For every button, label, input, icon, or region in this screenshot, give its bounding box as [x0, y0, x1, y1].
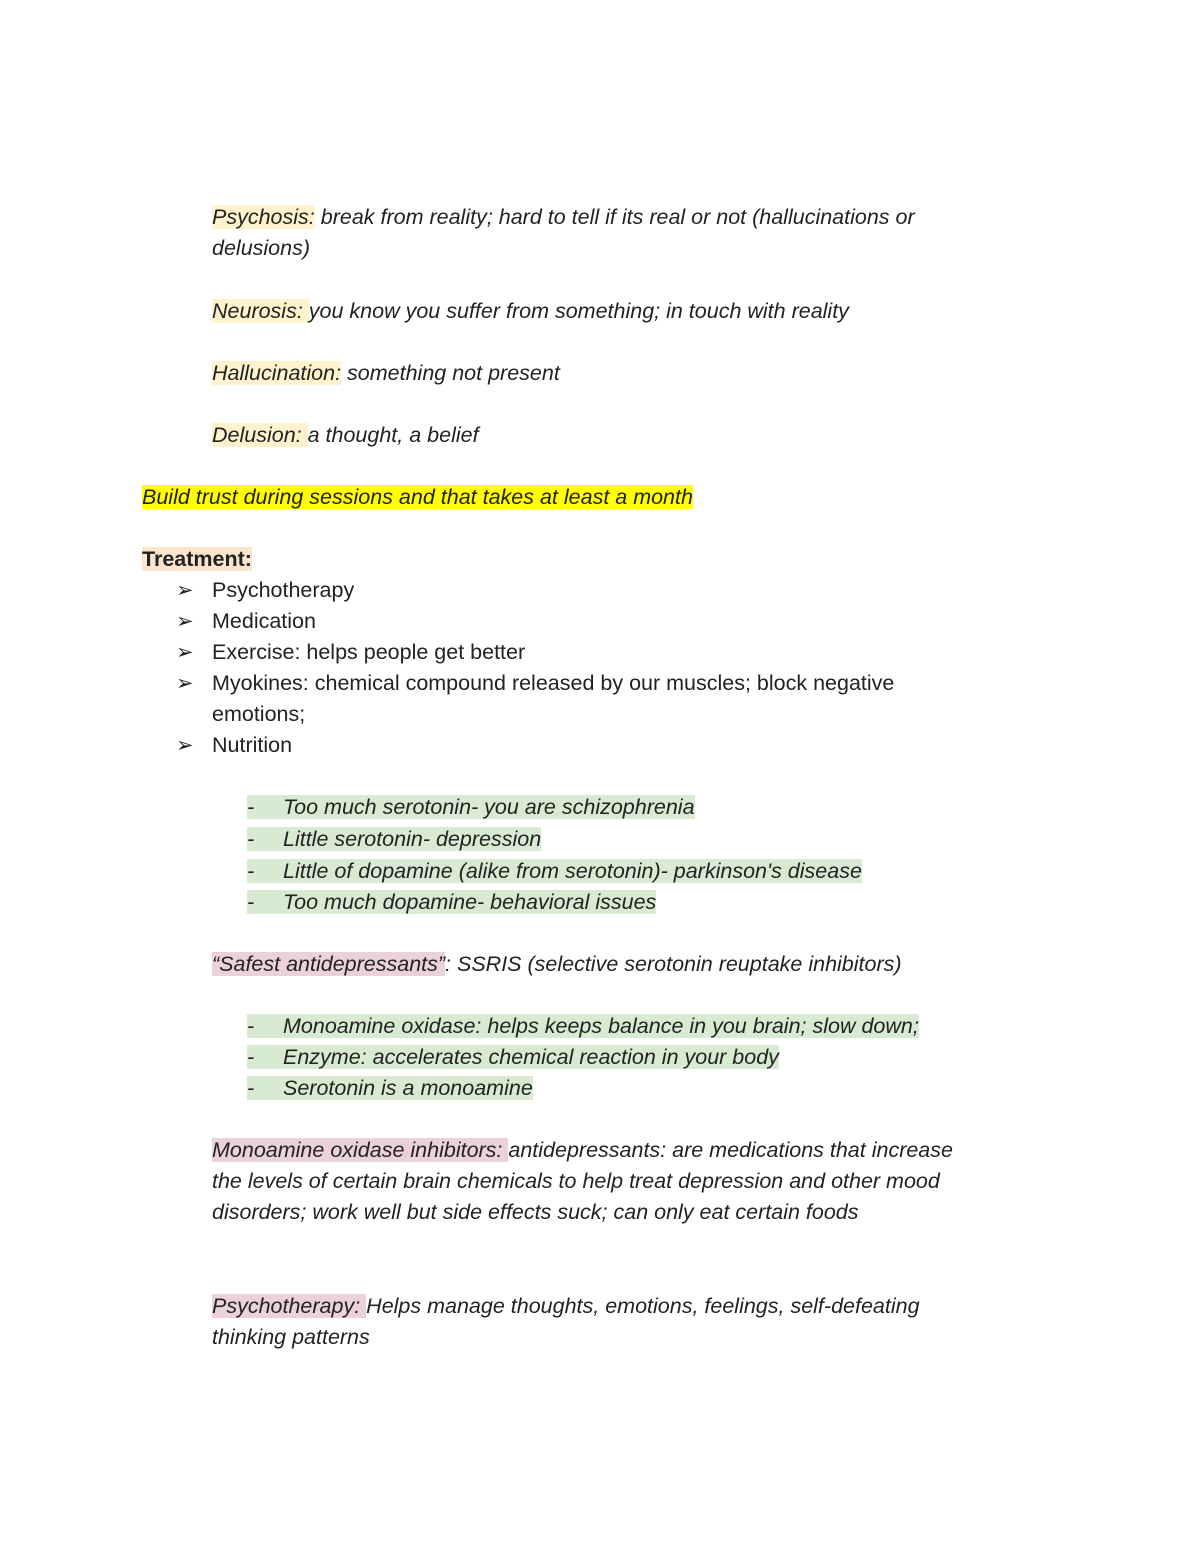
term-psychotherapy: Psychotherapy: [212, 1294, 367, 1318]
treatment-item: Myokines: chemical compound released by our muscles; block negative [212, 671, 895, 695]
dash-bullet: - [247, 1045, 255, 1069]
treatment-heading-text: Treatment: [142, 547, 252, 571]
maoi-paragraph-line: disorders; work well but side effects suck; can only eat certain foods [212, 1200, 859, 1224]
arrow-bullet-icon: ➢ [176, 641, 194, 664]
definition-text: a thought, a belief [307, 423, 479, 447]
term-psychosis: Psychosis: [212, 205, 315, 229]
definition-text: break from reality; hard to tell if its real or not (hallucinations or [314, 205, 915, 229]
mao-item-text: Serotonin is a monoamine [283, 1076, 533, 1100]
dash-bullet: - [247, 1014, 255, 1038]
mao-item-text: Monoamine oxidase: helps keeps balance in you brain; slow down; [283, 1014, 919, 1038]
term-neurosis: Neurosis: [212, 299, 309, 323]
treatment-item: Exercise: helps people get better [212, 640, 526, 664]
maoi-paragraph-line: the levels of certain brain chemicals to help treat depression and other mood [212, 1169, 940, 1193]
dash-bullet: - [247, 890, 255, 914]
treatment-item: Medication [212, 609, 316, 633]
neuro-list-item [247, 824, 541, 855]
psychotherapy-paragraph [212, 1291, 920, 1322]
neuro-list-item [247, 792, 695, 823]
arrow-bullet-icon: ➢ [176, 672, 194, 695]
neuro-item-text: Too much dopamine- behavioral issues [283, 890, 657, 914]
neuro-item-text: Little of dopamine (alike from serotonin)- parkinson's disease [283, 859, 862, 883]
ssris-line [212, 949, 902, 980]
treatment-item: Psychotherapy [212, 578, 355, 602]
definition-text: you know you suffer from something; in touch with reality [308, 299, 849, 323]
mao-item-text: Enzyme: accelerates chemical reaction in your body [283, 1045, 779, 1069]
mao-list-item [247, 1042, 779, 1073]
maoi-paragraph [212, 1135, 953, 1166]
definition-neurosis [212, 296, 849, 327]
definition-psychosis [212, 202, 915, 233]
treatment-item: Nutrition [212, 733, 293, 757]
neuro-item-text: Too much serotonin- you are schizophrenia [283, 795, 695, 819]
term-hallucination: Hallucination: [212, 361, 342, 385]
ssris-text: : SSRIS (selective serotonin reuptake inhibitors) [445, 952, 902, 976]
dash-bullet: - [247, 795, 255, 819]
psychotherapy-text: Helps manage thoughts, emotions, feelings, self-defeating [366, 1294, 920, 1318]
dash-bullet: - [247, 859, 255, 883]
neuro-list-item [247, 856, 862, 887]
treatment-heading [142, 544, 252, 575]
arrow-bullet-icon: ➢ [176, 579, 194, 602]
mao-list-item [247, 1011, 919, 1042]
highlight-note-text: Build trust during sessions and that takes at least a month [142, 485, 693, 509]
arrow-bullet-icon: ➢ [176, 734, 194, 757]
neuro-item-text: Little serotonin- depression [283, 827, 542, 851]
maoi-text: antidepressants: are medications that increase [508, 1138, 953, 1162]
treatment-item-cont: emotions; [212, 702, 306, 726]
dash-bullet: - [247, 1076, 255, 1100]
mao-list-item [247, 1073, 533, 1104]
psychotherapy-paragraph-line: thinking patterns [212, 1325, 370, 1349]
term-ssris: “Safest antidepressants” [212, 952, 446, 976]
definition-psychosis-cont: delusions) [212, 236, 310, 260]
neuro-list-item [247, 887, 656, 918]
definition-delusion [212, 420, 479, 451]
term-maoi: Monoamine oxidase inhibitors: [212, 1138, 509, 1162]
definition-hallucination [212, 358, 560, 389]
arrow-bullet-icon: ➢ [176, 610, 194, 633]
term-delusion: Delusion: [212, 423, 308, 447]
highlight-note [142, 482, 693, 513]
dash-bullet: - [247, 827, 255, 851]
definition-text: something not present [341, 361, 560, 385]
